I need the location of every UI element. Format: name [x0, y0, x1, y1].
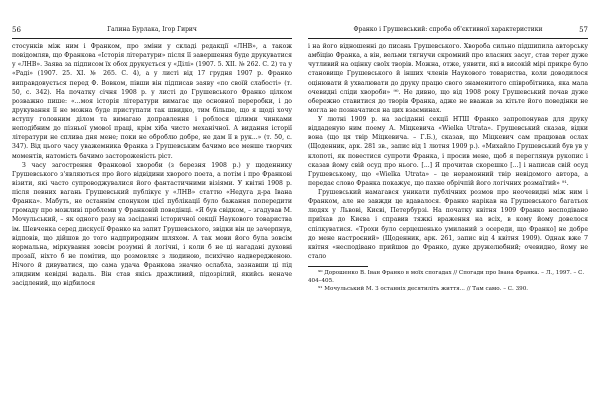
footnote: ⁹¹ Мочульський М. З останніх десятиліть життя... // Там само. – С. 390. [318, 286, 529, 293]
left-page-body [12, 42, 292, 288]
paragraph: стосунків між ним і Франком, про зміни у складі редакції «ЛНВ», а також повідомляв, що Франкова «Історія літератури» після її завершення буде друкуватися у «ЛНВ». Заява за підписом їх обох друкується у «Ділі» (1907. 5. XII. № 262. С. 2) та у «Раді» (1907. 25. XI. № 265. С. 4), а у листі від 17 грудня 1907 р. Франко виправдовується перед Ф. Вовком, півши він підписав заяву «по своїй слабості» (т. 50, с. 342). На початку січня 1908 р. у листі до Грушевського Франко цілком розважно пише: «...моя історія літератури вимагає ще основної переробки, і до друкування її не можна буде приступати так швидко, тим більше, що я щоді хочу вступу головним ділом та вимагаю доправлення і роблося цілими чинками неподібним до пізньої умової праці, крім хіба чисто механічної. А видання історії літератури не сплива дня мене; поки не оброблю добре, не дам її в рук...» (т. 50, с. 347). Від цього часу уважемника Франка з Грушевським бачимо все менше творчих моментів, натомість бачимо застороженість ріст. [12, 43, 292, 160]
right-page-number: 57 [579, 26, 588, 34]
footnote-separator [308, 266, 368, 267]
left-page-number: 56 [12, 26, 21, 34]
paragraph: З часу загострення Франкової хвороби (з березня 1908 р.) у щоденнику Грушевського з'являються про його відвідини хворого поета, а потім і про Франкові візити, які часто супроводжувалися його фантастичними візіями. У квітні 1908 р. після певних вагань Грушевський публікує у «ЛНВ» статтю «Недуга д-ра Івана Франка». Мабуть, не останнім спонуком цієї публікації було бажання попередити громаду про можливі проблеми у Франковій поведінці. «Я був свідком, – згадував М. Мочульський, – як одного разу на засіданні історичної секції Наукового товариства ім. Шевченка серед дискусії Франко на запит Грушевського, звідки він це зачерпнув, відповів, що дійшов до того надприродним шляхом. А так мови його була зовсім нормальна, міркування зовсім розумні й логічні, і коли б не ці нагадані духовні прозаїї, ніхто б не помітив, що розмовляє з людиною, психічно надвередженою. Нічого й дивуватися, що сама удача Франкова значно ослабла, зазнавши ці під злидним кевідні вадаль. Він став якісь дражливий, підозрілий, якийсь неначе засідлений, що відбилося [12, 161, 292, 288]
right-page-body [308, 42, 588, 261]
left-page-header [12, 22, 292, 39]
left-page-running-title: Галина Бурлака, Ігор Гирич [107, 26, 197, 33]
right-page-header [308, 22, 588, 39]
right-page [300, 0, 600, 416]
right-page-running-title: Франко і Грушевський: спроба об'єктивної характеристики [353, 26, 543, 33]
paragraph: Грушевський намагався уникати публічних розмов про неочевидні між ним і Франком, але не завжди це вдавалося. Франко нарікав на Грушевського багатьох людях у Львові, Києві, Петербурзі. На початку квітня 1909 Франко несподівано приїхав до Києва і справив тяжкі враження на всіх, в кому йому довелося спілкуватися. «Трохи було серцешенько умиланий з осереди, що Франко] не добре до мене настроєний» (Щоденник, арк. 261, запис від 4 квітня 1909). Однак вже 7 квітня «несподівано прийшов до Франко, дуже дружелюбний; очевидно, йому не стало [308, 189, 588, 260]
paragraph: і на його відношенні до писань Грушевського. Хвороба сильно підшипила авторську амбіцію Франка, а він, вельми тягнучи скромний про власних засуг, став теper дуже чутливий на оцінку своїх творів. Можна, отже, уявити, які в високій мірі прикре було становище Грушевського й інших членів Наукового товариства, коли доводилося оцінювати й ухвалювати до друку працю свого знаменитого співробітника, яка мала очевидні сліди хвороби» ⁹⁰. Не дивно, що від 1908 року Грушевський почав дуже обережно ставитися до творів Франка, адже не вважав за кітьте його поведінки не могла не позначатися на цих взаєминах. [308, 43, 588, 114]
footnote: ⁹⁰ Дорошенко В. Іван Франко в моїх спогадах // Спогади про Івана Франка. – Л., 1997. – С. 404–405. [308, 270, 585, 285]
paragraph: У лютні 1909 р. на засіданні секції НТШ Франко запропонував для друку віддаденую ним поему А. Міцкевича «Wielka Utrata». Грушевський сказав, відки вона (що ця твір Міцкевича. – Г.Б.), сказав, що Міцкевич сам працював ослах (Щоденник, арк. 281 зв., запис від 1 лютня 1909 р.). «Михайло Грушевський був ув у клопоті, як повестися супроти Франка, і просив мене, щоб я переглянув рукопис і сказав йому свій осуд про нього. [...] Я прочитав скорешко [...] і написав свій осуд Грушевському, що «Wielka Utrata» – це нерамонний твір невідомого автора, а передає слово Франка покажує, що пахне обрічпій його логічних розмаїтий» ⁹¹. [308, 116, 588, 187]
footnotes [308, 269, 588, 294]
